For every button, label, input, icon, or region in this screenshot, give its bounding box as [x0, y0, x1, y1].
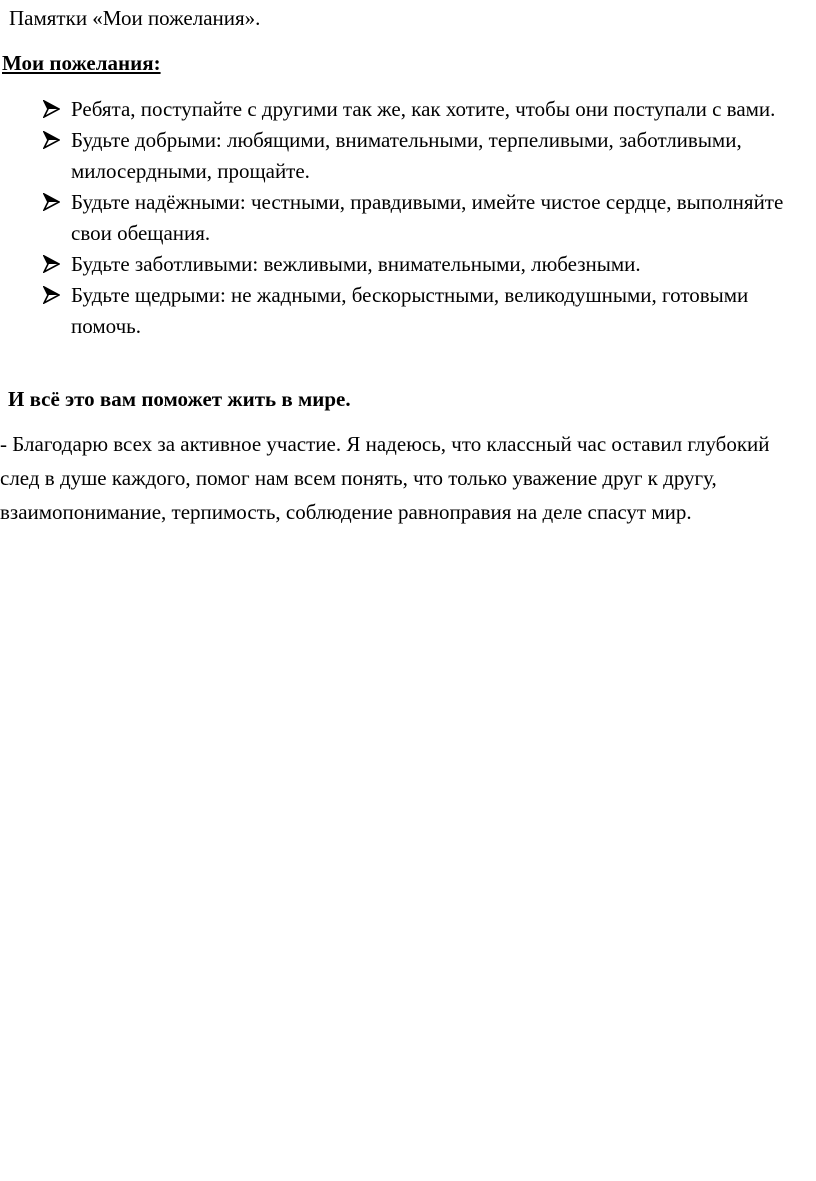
arrowhead-bullet-icon [43, 100, 60, 118]
arrowhead-bullet-icon [43, 255, 60, 273]
list-item [0, 280, 816, 342]
list-item [0, 249, 816, 280]
list-item [0, 187, 816, 249]
arrowhead-bullet-icon [43, 131, 60, 149]
arrowhead-bullet-icon [43, 286, 60, 304]
wish-text: Будьте заботливыми: вежливыми, внимательными, любезными. [71, 252, 641, 276]
wish-text: Будьте надёжными: честными, правдивыми, имейте чистое сердце, выполняйте свои обещания. [71, 190, 784, 245]
wishes-heading: Мои пожелания: [2, 51, 161, 75]
closing-statement: И всё это вам поможет жить в мире. [8, 387, 351, 411]
wishes-list [0, 94, 816, 342]
document-title: Памятки «Мои пожелания». [9, 6, 261, 30]
wish-text: Будьте щедрыми: не жадными, бескорыстными, великодушными, готовыми помочь. [71, 283, 749, 338]
wish-text: Будьте добрыми: любящими, внимательными, терпеливыми, заботливыми, милосердными, прощайте. [71, 128, 742, 183]
final-paragraph: - Благодарю всех за активное участие. Я надеюсь, что классный час оставил глубокий след в душе каждого, помог нам всем понять, что только уважение друг к другу, взаимопонимание, терпимость, соблюдение равноправия на деле спасут мир. [0, 432, 770, 524]
wish-text: Ребята, поступайте с другими так же, как хотите, чтобы они поступали с вами. [71, 97, 776, 121]
list-item [0, 125, 816, 187]
arrowhead-bullet-icon [43, 193, 60, 211]
list-item [0, 94, 816, 125]
